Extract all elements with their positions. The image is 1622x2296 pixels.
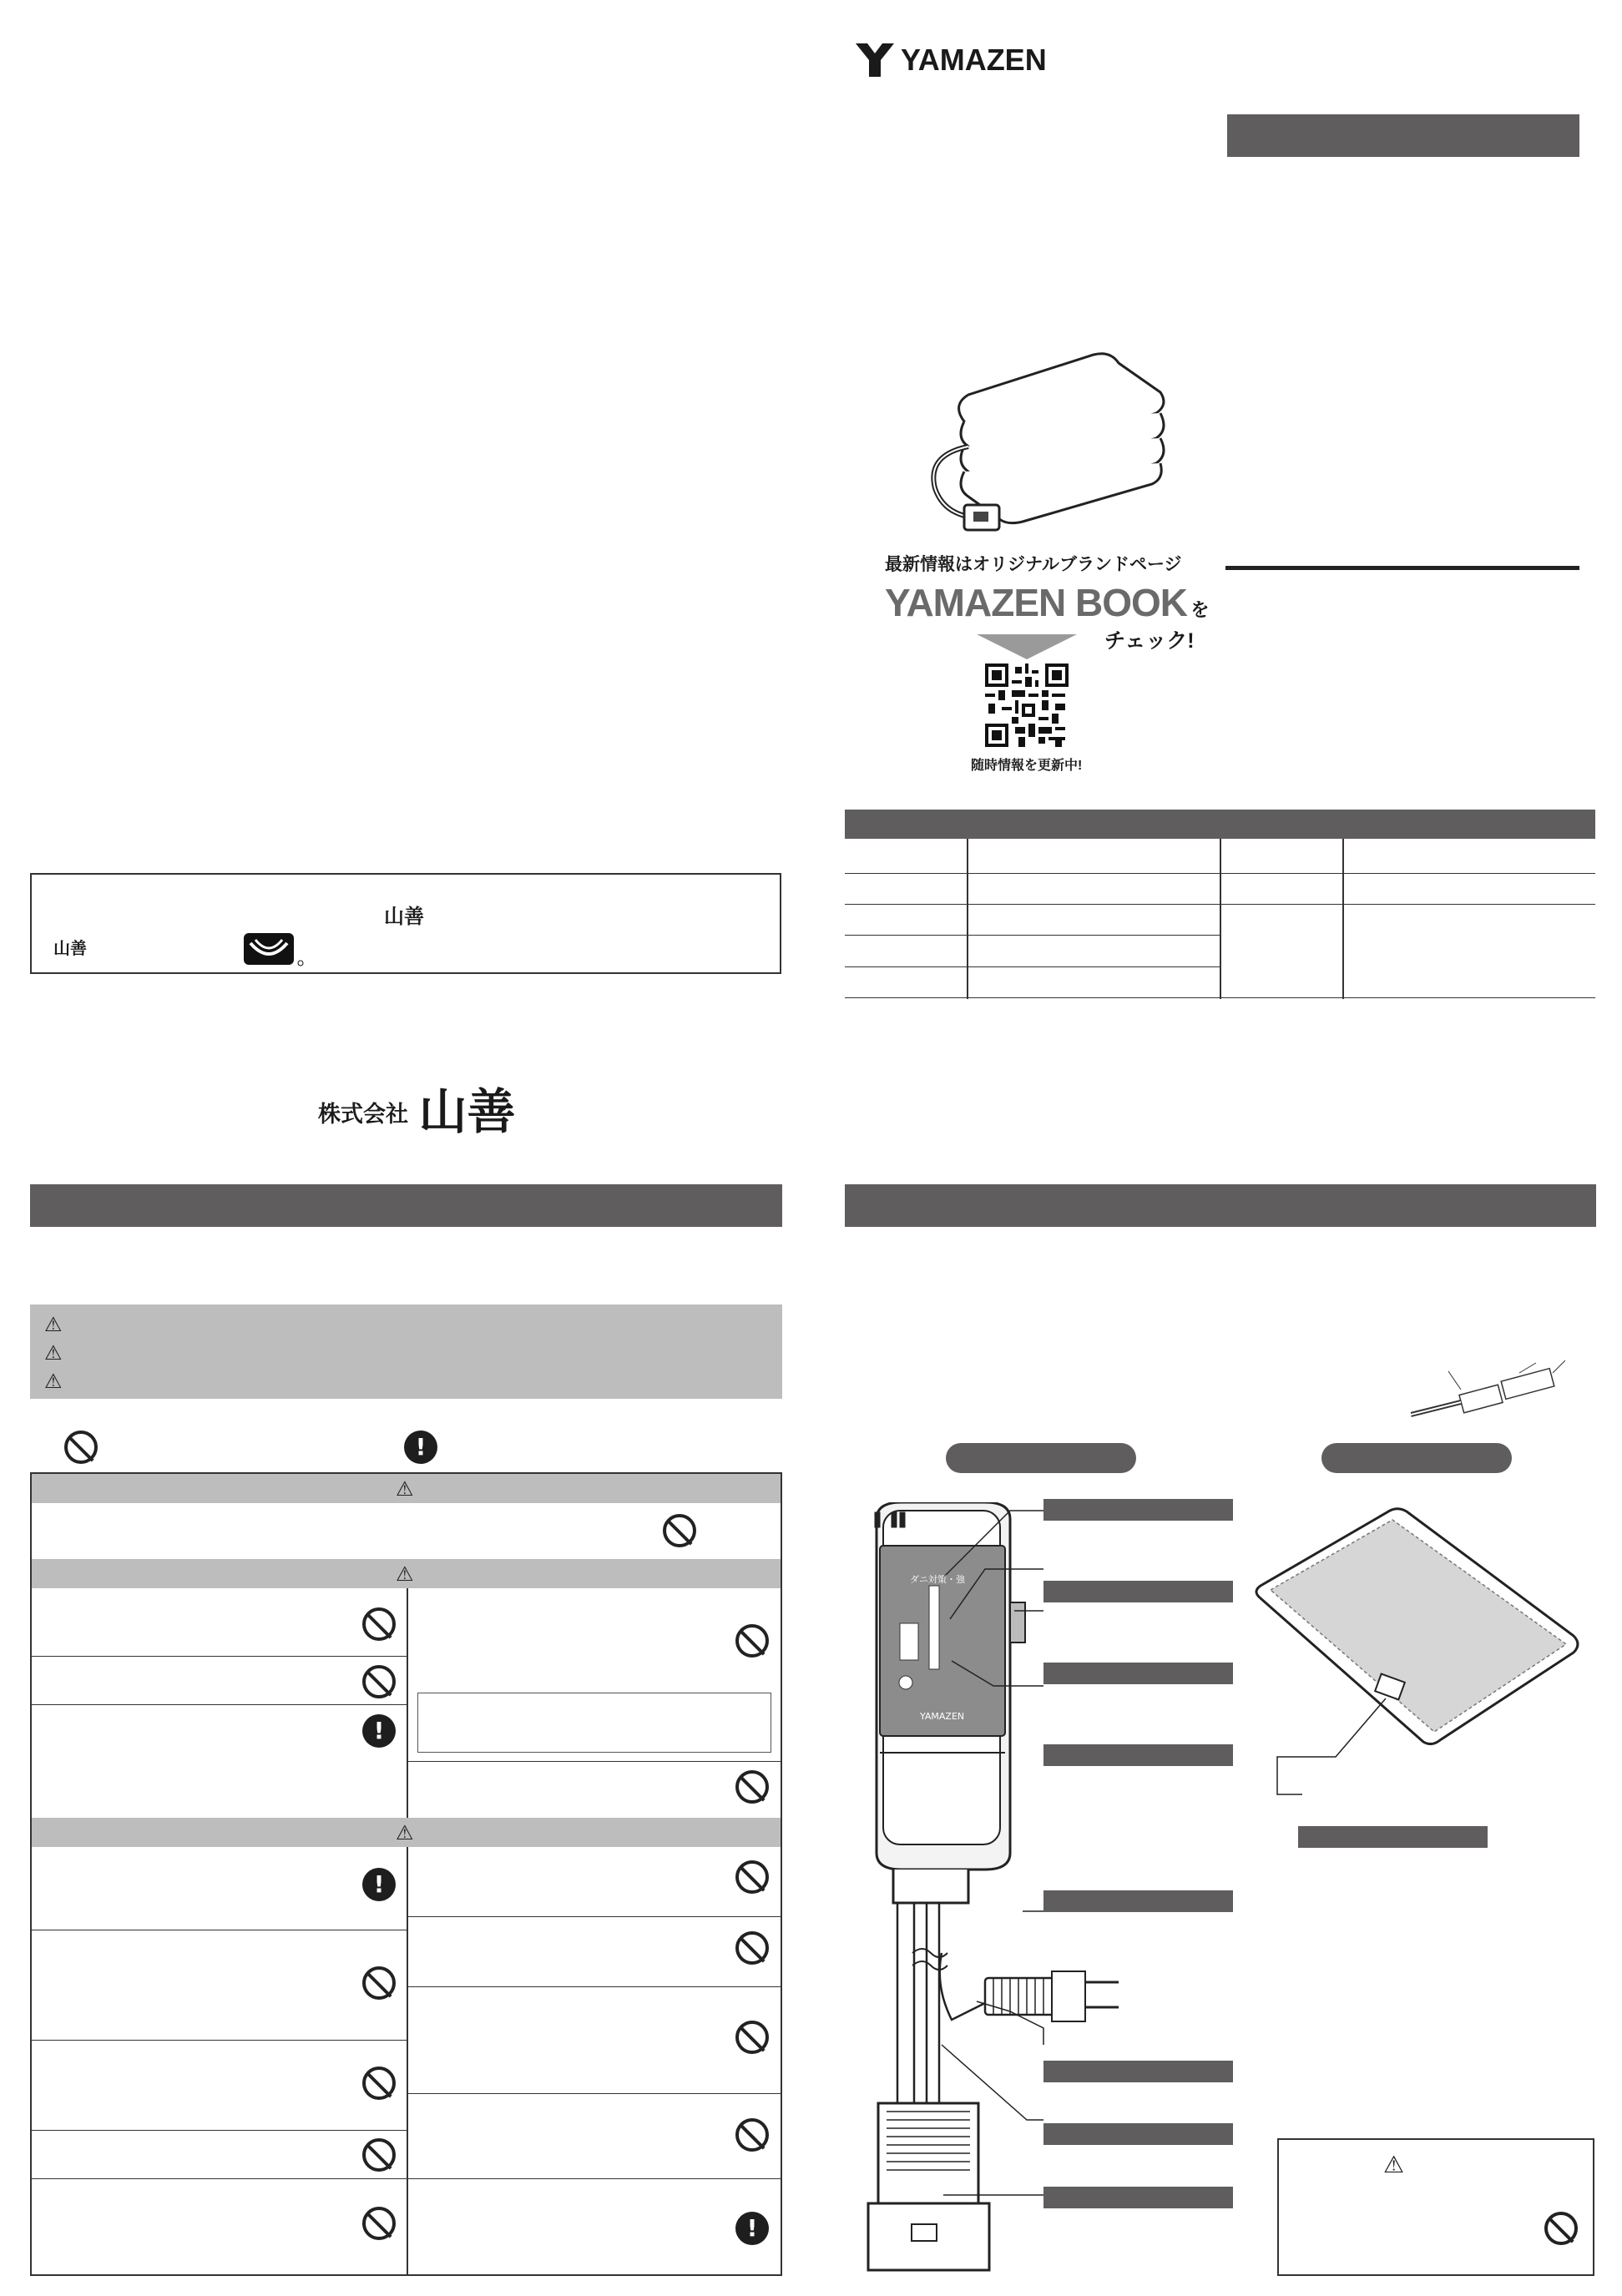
mandatory-icon: ! <box>362 1868 396 1901</box>
prohibition-icon <box>735 2118 769 2152</box>
prohibition-icon <box>735 2021 769 2054</box>
warning-triangle-icon: ⚠ <box>44 1341 63 1365</box>
warning-header <box>32 1559 781 1588</box>
prohibition-icon <box>663 1514 696 1547</box>
warning-triangle-icon: ⚠ <box>396 1821 414 1844</box>
notice-left-label: 山善 <box>53 940 87 958</box>
mode-indicator-text: ダニ対策・強 <box>910 1574 965 1585</box>
caution-box <box>1277 2138 1594 2276</box>
danger-header <box>32 1474 781 1503</box>
yamazen-logo-icon <box>856 43 894 77</box>
promo-check: チェック! <box>1104 629 1195 653</box>
prohibition-icon <box>362 1665 396 1698</box>
warning-triangle-icon: ⚠ <box>1383 2151 1405 2178</box>
company-main: 山善 <box>418 1085 516 1139</box>
controller-label-pill <box>946 1443 1136 1473</box>
warning-triangle-icon: ⚠ <box>396 1477 414 1501</box>
part-label <box>1043 1744 1233 1766</box>
part-label <box>1043 1663 1233 1684</box>
part-label <box>1043 2187 1233 2208</box>
prohibition-icon <box>735 1770 769 1804</box>
mandatory-icon: ! <box>404 1431 437 1464</box>
note-box <box>417 1693 771 1753</box>
safety-section-header <box>30 1184 782 1227</box>
blanket-sheet-diagram <box>1252 1506 1586 1857</box>
part-label <box>1043 1581 1233 1602</box>
warning-triangle-icon: ⚠ <box>396 1562 414 1586</box>
warning-legend <box>30 1304 782 1399</box>
prohibition-icon <box>735 1931 769 1965</box>
part-label <box>1043 2061 1233 2082</box>
part-label <box>1043 2123 1233 2145</box>
promo-brand-text: YAMAZEN BOOK <box>885 581 1187 624</box>
prohibition-icon <box>64 1431 98 1464</box>
prohibition-icon <box>362 2207 396 2240</box>
promo-line: 最新情報はオリジナルブランドページ <box>885 555 1182 574</box>
mandatory-icon: ! <box>362 1714 396 1748</box>
title-underline <box>1225 566 1579 570</box>
part-label <box>1043 1499 1233 1521</box>
prohibition-icon <box>362 2138 396 2172</box>
down-arrow-icon <box>977 634 1077 659</box>
blanket-illustration <box>918 330 1169 534</box>
parts-section-header <box>845 1184 1596 1227</box>
part-label <box>1043 1890 1233 1912</box>
spec-table-header <box>845 810 1595 839</box>
yamazen-logo-text: YAMAZEN <box>901 43 1047 77</box>
company-prefix: 株式会社 <box>318 1102 408 1127</box>
product-title-bar <box>1227 114 1579 157</box>
prohibition-icon <box>1544 2212 1578 2245</box>
connector-illustration <box>1411 1356 1565 1423</box>
qr-code[interactable] <box>985 664 1069 747</box>
qr-caption: 随時情報を更新中! <box>971 759 1083 773</box>
mark-icon <box>242 931 307 968</box>
notice-title: 山善 <box>384 906 424 928</box>
mandatory-icon: ! <box>735 2212 769 2245</box>
company-name <box>318 1072 515 1143</box>
notice-box <box>30 873 781 974</box>
blanket-label-pill <box>1321 1443 1512 1473</box>
prohibition-icon <box>362 1607 396 1641</box>
caution-header <box>32 1818 781 1847</box>
promo-wo-text: を <box>1190 599 1210 620</box>
device-brand-text: YAMAZEN <box>920 1711 965 1722</box>
prohibition-icon <box>362 1966 396 2000</box>
prohibition-icon <box>362 2066 396 2100</box>
yamazen-logo <box>856 42 1047 78</box>
prohibition-icon <box>735 1624 769 1658</box>
warning-triangle-icon: ⚠ <box>44 1370 63 1393</box>
warning-triangle-icon: ⚠ <box>44 1313 63 1336</box>
promo-brand <box>885 580 1209 625</box>
part-label <box>1298 1826 1488 1848</box>
prohibition-icon <box>735 1860 769 1894</box>
warning-table <box>30 1472 782 2276</box>
